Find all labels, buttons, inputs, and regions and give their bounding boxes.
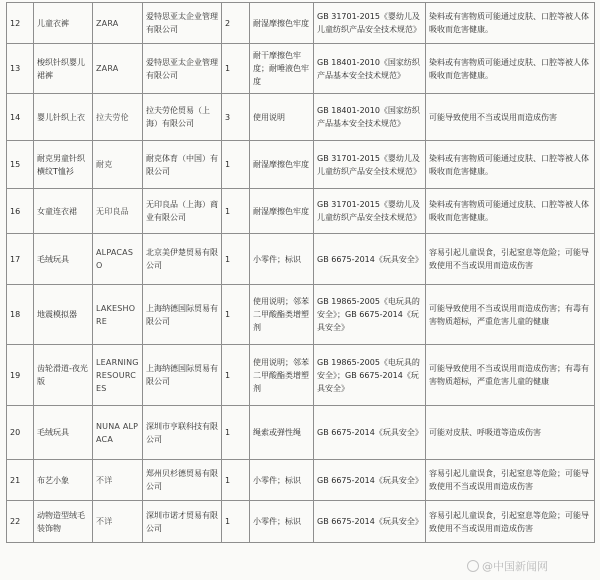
brand-cell: 不详	[93, 501, 143, 543]
row-number-cell: 17	[7, 234, 34, 285]
brand-cell: LAKESHORE	[93, 285, 143, 345]
brand-cell: 耐克	[93, 141, 143, 189]
failed-item-cell: 耐干摩擦色牢度；耐唾液色牢度	[250, 44, 314, 94]
quantity-cell: 1	[222, 44, 250, 94]
risk-description-cell: 染料或有害物质可能通过皮肤、口腔等被人体吸收而危害健康。	[426, 44, 595, 94]
failed-item-cell: 小零件；标识	[250, 460, 314, 501]
row-number-cell: 20	[7, 406, 34, 460]
quantity-cell: 2	[222, 3, 250, 44]
brand-cell: NUNA ALPACA	[93, 406, 143, 460]
table-row	[7, 141, 595, 189]
quantity-cell: 1	[222, 234, 250, 285]
standard-cell: GB 6675-2014《玩具安全》	[314, 234, 426, 285]
quantity-cell: 1	[222, 345, 250, 406]
row-number-cell: 14	[7, 94, 34, 141]
row-number-cell: 16	[7, 189, 34, 234]
company-cell: 拉夫劳伦贸易（上海）有限公司	[143, 94, 222, 141]
quantity-cell: 3	[222, 94, 250, 141]
standard-cell: GB 6675-2014《玩具安全》	[314, 501, 426, 543]
row-number-cell: 13	[7, 44, 34, 94]
row-number-cell: 21	[7, 460, 34, 501]
product-name-cell: 齿轮滑道-夜光版	[34, 345, 93, 406]
product-name-cell: 动物造型绒毛装饰物	[34, 501, 93, 543]
row-number-cell: 15	[7, 141, 34, 189]
watermark	[467, 558, 548, 574]
table-row	[7, 94, 595, 141]
brand-cell: 无印良品	[93, 189, 143, 234]
quantity-cell: 1	[222, 501, 250, 543]
product-name-cell: 儿童衣裤	[34, 3, 93, 44]
company-cell: 爱特思亚太企业管理有限公司	[143, 44, 222, 94]
company-cell: 深圳市诺才贸易有限公司	[143, 501, 222, 543]
risk-description-cell: 染料或有害物质可能通过皮肤、口腔等被人体吸收而危害健康。	[426, 3, 595, 44]
failed-item-cell: 使用说明；邻苯二甲酸酯类增塑剂	[250, 345, 314, 406]
watermark-text: @中国新闻网	[482, 560, 548, 573]
quantity-cell: 1	[222, 189, 250, 234]
product-name-cell: 地震模拟器	[34, 285, 93, 345]
product-name-cell: 毛绒玩具	[34, 234, 93, 285]
risk-description-cell: 染料或有害物质可能通过皮肤、口腔等被人体吸收而危害健康。	[426, 141, 595, 189]
table-row	[7, 501, 595, 543]
standard-cell: GB 31701-2015《婴幼儿及儿童纺织产品安全技术规范》	[314, 189, 426, 234]
risk-description-cell: 可能导致使用不当或误用而造成伤害；有毒有害物质超标，严重危害儿童的健康	[426, 285, 595, 345]
product-name-cell: 布艺小象	[34, 460, 93, 501]
standard-cell: GB 31701-2015《婴幼儿及儿童纺织产品安全技术规范》	[314, 3, 426, 44]
standard-cell: GB 19865-2005《电玩具的安全》；GB 6675-2014《玩具安全》	[314, 285, 426, 345]
table-row	[7, 460, 595, 501]
weibo-icon	[467, 560, 479, 572]
company-cell: 耐克体育（中国）有限公司	[143, 141, 222, 189]
standard-cell: GB 31701-2015《婴幼儿及儿童纺织产品安全技术规范》	[314, 141, 426, 189]
table-row	[7, 189, 595, 234]
company-cell: 郑州贝杉德贸易有限公司	[143, 460, 222, 501]
brand-cell: ALPACASO	[93, 234, 143, 285]
standard-cell: GB 6675-2014《玩具安全》	[314, 406, 426, 460]
standard-cell: GB 6675-2014《玩具安全》	[314, 460, 426, 501]
table-row	[7, 285, 595, 345]
product-name-cell: 女童连衣裙	[34, 189, 93, 234]
product-name-cell: 毛绒玩具	[34, 406, 93, 460]
risk-description-cell: 可能导致使用不当或误用而造成伤害	[426, 94, 595, 141]
quantity-cell: 1	[222, 460, 250, 501]
company-cell: 深圳市亨联科技有限公司	[143, 406, 222, 460]
company-cell: 爱特思亚太企业管理有限公司	[143, 3, 222, 44]
table-row	[7, 234, 595, 285]
standard-cell: GB 18401-2010《国家纺织产品基本安全技术规范》	[314, 94, 426, 141]
table-row	[7, 406, 595, 460]
quantity-cell: 1	[222, 285, 250, 345]
company-cell: 无印良品（上海）商业有限公司	[143, 189, 222, 234]
risk-description-cell: 染料或有害物质可能通过皮肤、口腔等被人体吸收而危害健康。	[426, 189, 595, 234]
table-row	[7, 44, 595, 94]
brand-cell: ZARA	[93, 3, 143, 44]
failed-item-cell: 使用说明；邻苯二甲酸酯类增塑剂	[250, 285, 314, 345]
failed-item-cell: 绳索或弹性绳	[250, 406, 314, 460]
failed-item-cell: 小零件；标识	[250, 501, 314, 543]
risk-description-cell: 可能导致使用不当或误用而造成伤害；有毒有害物质超标，严重危害儿童的健康	[426, 345, 595, 406]
failed-item-cell: 耐湿摩擦色牢度	[250, 141, 314, 189]
product-name-cell: 婴儿针织上衣	[34, 94, 93, 141]
standard-cell: GB 18401-2010《国家纺织产品基本安全技术规范》	[314, 44, 426, 94]
brand-cell: ZARA	[93, 44, 143, 94]
company-cell: 北京美伊楚贸易有限公司	[143, 234, 222, 285]
recall-table	[6, 2, 595, 543]
failed-item-cell: 小零件；标识	[250, 234, 314, 285]
row-number-cell: 18	[7, 285, 34, 345]
quantity-cell: 1	[222, 406, 250, 460]
quantity-cell: 1	[222, 141, 250, 189]
company-cell: 上海纳德国际贸易有限公司	[143, 285, 222, 345]
table-row	[7, 345, 595, 406]
company-cell: 上海纳德国际贸易有限公司	[143, 345, 222, 406]
risk-description-cell: 容易引起儿童误食，引起窒息等危险；可能导致使用不当或误用而造成伤害	[426, 501, 595, 543]
failed-item-cell: 使用说明	[250, 94, 314, 141]
brand-cell: 拉夫劳伦	[93, 94, 143, 141]
failed-item-cell: 耐湿摩擦色牢度	[250, 3, 314, 44]
risk-description-cell: 容易引起儿童误食，引起窒息等危险；可能导致使用不当或误用而造成伤害	[426, 234, 595, 285]
brand-cell: 不详	[93, 460, 143, 501]
failed-item-cell: 耐湿摩擦色牢度	[250, 189, 314, 234]
row-number-cell: 12	[7, 3, 34, 44]
standard-cell: GB 19865-2005《电玩具的安全》；GB 6675-2014《玩具安全》	[314, 345, 426, 406]
brand-cell: LEARNING RESOURCES	[93, 345, 143, 406]
risk-description-cell: 可能对皮肤、呼吸道等造成伤害	[426, 406, 595, 460]
risk-description-cell: 容易引起儿童误食，引起窒息等危险；可能导致使用不当或误用而造成伤害	[426, 460, 595, 501]
product-name-cell: 耐克男童针织横纹T恤衫	[34, 141, 93, 189]
row-number-cell: 19	[7, 345, 34, 406]
product-name-cell: 梭织针织婴儿裙裤	[34, 44, 93, 94]
row-number-cell: 22	[7, 501, 34, 543]
table-row	[7, 3, 595, 44]
